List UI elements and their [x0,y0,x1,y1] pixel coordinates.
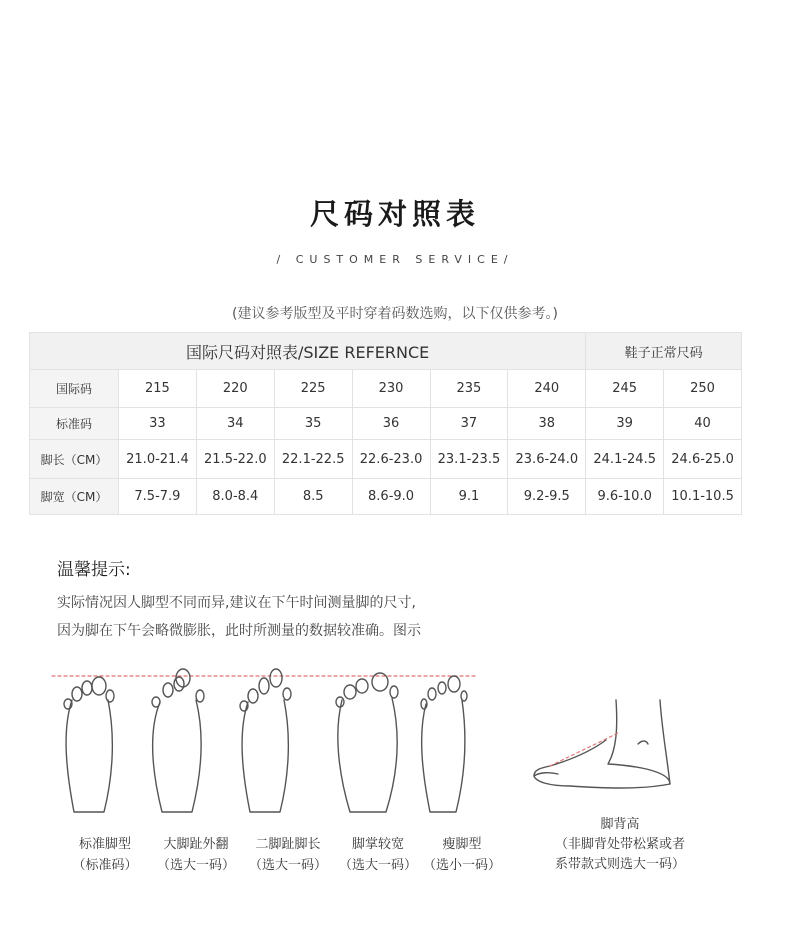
table-cell: 23.6-24.0 [508,440,586,479]
table-cell: 40 [664,408,742,440]
standard-foot-icon [64,677,114,812]
table-cell: 21.0-21.4 [119,440,197,479]
table-cell: 33 [119,408,197,440]
foot-type-advice: （选大一码） [338,858,417,873]
table-row [30,479,742,515]
foot-label-second-toe [240,834,336,876]
table-cell: 22.6-23.0 [352,440,430,479]
table-cell: 230 [352,370,430,408]
table-cell: 220 [196,370,274,408]
table-cell: 9.2-9.5 [508,479,586,515]
size-chart-table [29,332,742,515]
table-header-row [30,333,742,370]
tips-line-2: 因为脚在下午会略微膨胀，此时所测量的数据较准确。图示 [57,623,421,639]
table-cell: 37 [430,408,508,440]
table-cell: 245 [586,370,664,408]
table-cell: 250 [664,370,742,408]
table-cell: 240 [508,370,586,408]
wide-foot-icon [336,673,398,812]
row-label: 标准码 [30,408,119,440]
row-label: 国际码 [30,370,119,408]
tips-line-1: 实际情况因人脚型不同而异,建议在下午时间测量脚的尺寸, [57,595,416,611]
foot-label-wide [330,834,426,876]
page-title: 尺码对照表 [309,197,480,231]
page-subtitle: / CUSTOMER SERVICE/ [276,253,514,266]
table-cell: 21.5-22.0 [196,440,274,479]
foot-label-standard [57,834,153,876]
foot-type-name: 脚掌较宽 [351,837,404,852]
table-cell: 8.6-9.0 [352,479,430,515]
tips-title: 温馨提示: [57,560,131,580]
table-row [30,408,742,440]
table-cell: 235 [430,370,508,408]
table-header-side: 鞋子正常尺码 [586,333,742,370]
high-instep-foot-icon [534,700,670,788]
table-cell: 24.1-24.5 [586,440,664,479]
second-toe-foot-icon [240,669,291,812]
table-cell: 7.5-7.9 [119,479,197,515]
foot-type-advice: （选小一码） [422,858,501,873]
foot-type-advice: （选大一码） [248,858,327,873]
table-cell: 225 [274,370,352,408]
instep-name: 脚背高 [600,817,640,832]
bunion-foot-icon [152,669,204,812]
foot-illustrations [40,660,700,820]
foot-label-bunion [148,834,244,876]
table-cell: 38 [508,408,586,440]
table-row [30,440,742,479]
table-cell: 22.1-22.5 [274,440,352,479]
foot-type-name: 大脚趾外翻 [163,837,229,852]
foot-type-name: 标准脚型 [78,837,131,852]
table-cell: 34 [196,408,274,440]
instep-advice-line-1: （非脚背处带松紧或者 [554,837,685,852]
table-cell: 9.1 [430,479,508,515]
row-label: 脚长（CM） [30,440,119,479]
table-cell: 10.1-10.5 [664,479,742,515]
table-cell: 215 [119,370,197,408]
slim-foot-icon [421,676,467,812]
table-cell: 9.6-10.0 [586,479,664,515]
foot-type-advice: （选大一码） [156,858,235,873]
reference-note: (建议参考版型及平时穿着码数选购，以下仅供参考。) [232,306,558,322]
table-cell: 8.5 [274,479,352,515]
instep-label [535,815,705,875]
table-row [30,370,742,408]
table-cell: 36 [352,408,430,440]
instep-advice-line-2: 系带款式则选大一码） [554,857,685,872]
foot-type-name: 瘦脚型 [442,837,482,852]
table-header-main: 国际尺码对照表/SIZE REFERNCE [30,333,586,370]
table-cell: 8.0-8.4 [196,479,274,515]
row-label: 脚宽（CM） [30,479,119,515]
table-cell: 23.1-23.5 [430,440,508,479]
table-cell: 39 [586,408,664,440]
table-cell: 24.6-25.0 [664,440,742,479]
foot-type-name: 二脚趾脚长 [255,837,321,852]
table-cell: 35 [274,408,352,440]
foot-label-slim [414,834,510,876]
foot-type-advice: （标准码） [72,858,138,873]
